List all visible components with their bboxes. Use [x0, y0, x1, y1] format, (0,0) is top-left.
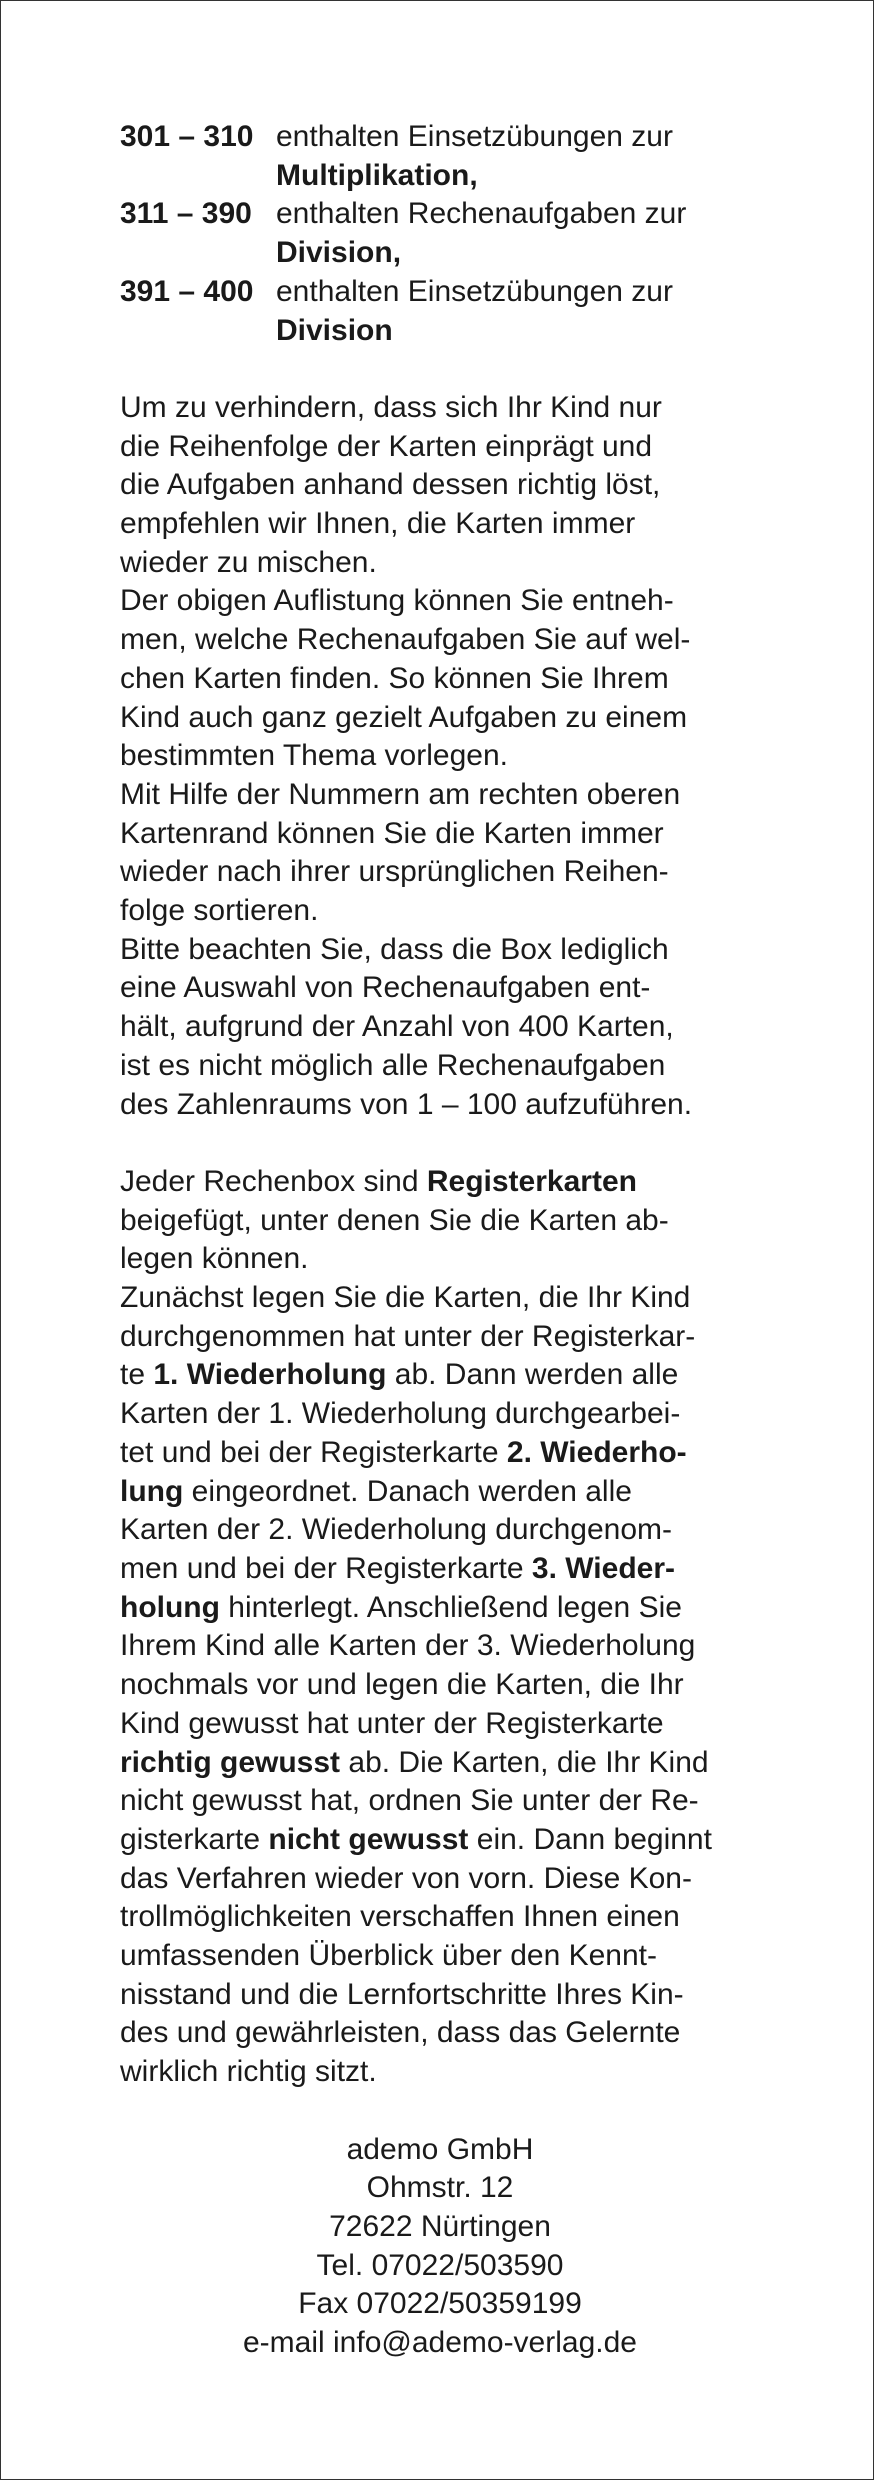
- text-line: des Zahlenraums von 1 – 100 aufzuführen.: [120, 1087, 693, 1121]
- text-run: nochmals vor und legen die Karten, die Ihr: [120, 1668, 684, 1702]
- bold-term: holung: [120, 1590, 220, 1624]
- phone-number: Tel. 07022/503590: [316, 2248, 564, 2282]
- text-line: men, welche Rechenaufgaben Sie auf wel-: [120, 623, 691, 657]
- bold-term: lung: [120, 1474, 184, 1508]
- card-range-number: 391 – 400: [120, 274, 254, 308]
- text-line: Mit Hilfe der Nummern am rechten oberen: [120, 777, 681, 811]
- text-line: [120, 1511, 770, 1550]
- text-line: Kind auch ganz gezielt Aufgaben zu einem: [120, 700, 688, 734]
- text-line: [120, 1473, 770, 1512]
- text-run: Jeder Rechenbox sind: [120, 1164, 427, 1198]
- text-run: legen können.: [120, 1242, 309, 1276]
- card-range-description: [276, 118, 770, 195]
- postal-city: 72622 Nürtingen: [329, 2209, 551, 2243]
- text-line: [120, 1627, 770, 1666]
- text-run: nisstand und die Lernfortschritte Ihres Kin-: [120, 1977, 684, 2011]
- fax-number: Fax 07022/50359199: [298, 2287, 582, 2321]
- bold-term: 2. Wiederho-: [506, 1435, 687, 1469]
- card-range-description: [276, 273, 770, 350]
- text-line: die Aufgaben anhand dessen richtig löst,: [120, 468, 661, 502]
- text-line: [120, 1589, 770, 1628]
- card-range-topic: Multiplikation,: [276, 158, 478, 192]
- text-line: [120, 1705, 770, 1744]
- text-line: eine Auswahl von Rechenaufgaben ent-: [120, 971, 651, 1005]
- text-run: des und gewährleisten, dass das Gelernte: [120, 2016, 681, 2050]
- text-line: [120, 1395, 770, 1434]
- text-line: [120, 2014, 770, 2053]
- text-line: [120, 1821, 770, 1860]
- bold-term: 1. Wiederholung: [153, 1358, 387, 1392]
- text-run: Ihrem Kind alle Karten der 3. Wiederholung: [120, 1629, 696, 1663]
- text-line: ist es nicht möglich alle Rechenaufgaben: [120, 1048, 666, 1082]
- register-card-paragraph: [120, 1163, 770, 2092]
- text-run: umfassenden Überblick über den Kennt-: [120, 1939, 657, 1973]
- card-range-description: [276, 195, 770, 272]
- text-run: eingeordnet. Danach werden alle: [183, 1474, 632, 1508]
- text-run: gisterkarte: [120, 1822, 269, 1856]
- text-line: [120, 1279, 770, 1318]
- text-line: Um zu verhindern, dass sich Ihr Kind nur: [120, 390, 662, 424]
- text-run: wirklich richtig sitzt.: [120, 2055, 377, 2089]
- text-line: wieder nach ihrer ursprünglichen Reihen-: [120, 855, 669, 889]
- text-line: empfehlen wir Ihnen, die Karten immer: [120, 507, 636, 541]
- publisher-address: [120, 2131, 760, 2363]
- card-range-text: enthalten Einsetzübungen zur: [276, 274, 673, 308]
- text-line: die Reihenfolge der Karten einprägt und: [120, 429, 653, 463]
- text-run: ein. Dann beginnt: [468, 1822, 712, 1856]
- company-name: ademo GmbH: [346, 2132, 534, 2166]
- bold-term: nicht gewusst: [268, 1822, 469, 1856]
- text-run: te: [120, 1358, 154, 1392]
- bold-term: Registerkarten: [426, 1164, 637, 1198]
- card-range-text: enthalten Einsetzübungen zur: [276, 120, 673, 153]
- text-line: [120, 2053, 770, 2092]
- text-line: [120, 1782, 770, 1821]
- text-line: [120, 1898, 770, 1937]
- text-run: das Verfahren wieder von vorn. Diese Kon-: [120, 1861, 692, 1895]
- text-run: ab. Dann werden alle: [386, 1358, 679, 1392]
- card-range-topic: Division: [276, 313, 393, 347]
- bold-term: 3. Wieder-: [531, 1551, 675, 1585]
- card-range-number: 301 – 310: [120, 120, 254, 153]
- document-body: [120, 118, 770, 2363]
- bold-term: richtig gewusst: [120, 1745, 341, 1779]
- card-range-topic: Division,: [276, 236, 402, 270]
- text-line: [120, 1666, 770, 1705]
- text-line: Kartenrand können Sie die Karten immer: [120, 816, 664, 850]
- text-run: Karten der 2. Wiederholung durchgenom-: [120, 1513, 672, 1547]
- text-line: Der obigen Auflistung können Sie entneh-: [120, 584, 674, 618]
- text-line: chen Karten finden. So können Sie Ihrem: [120, 661, 669, 695]
- text-line: [120, 1318, 770, 1357]
- text-line: [120, 1240, 770, 1279]
- text-run: Zunächst legen Sie die Karten, die Ihr Kind: [120, 1281, 691, 1315]
- text-run: tet und bei der Registerkarte: [120, 1435, 507, 1469]
- text-line: [120, 1202, 770, 1241]
- text-line: [120, 1163, 770, 1202]
- text-line: hält, aufgrund der Anzahl von 400 Karten,: [120, 1010, 674, 1044]
- text-run: trollmöglichkeiten verschaffen Ihnen einen: [120, 1900, 680, 1934]
- text-run: Kind gewusst hat unter der Registerkarte: [120, 1706, 664, 1740]
- text-run: hinterlegt. Anschließend legen Sie: [219, 1590, 682, 1624]
- card-range-item: [120, 273, 770, 350]
- text-run: durchgenommen hat unter der Registerkar-: [120, 1319, 696, 1353]
- text-line: bestimmten Thema vorlegen.: [120, 739, 508, 773]
- text-run: ab. Die Karten, die Ihr Kind: [340, 1745, 709, 1779]
- text-line: Bitte beachten Sie, dass die Box lediglich: [120, 932, 669, 966]
- info-paragraph: [120, 389, 770, 1124]
- card-range-list: [120, 118, 770, 350]
- card-range-item: [120, 118, 770, 195]
- text-run: beigefügt, unter denen Sie die Karten ab-: [120, 1203, 669, 1237]
- card-range-text: enthalten Rechenaufgaben zur: [276, 197, 687, 231]
- text-line: [120, 1976, 770, 2015]
- street-address: Ohmstr. 12: [366, 2171, 514, 2205]
- text-run: Karten der 1. Wiederholung durchgearbei-: [120, 1397, 681, 1431]
- text-line: [120, 1550, 770, 1589]
- email-address: e-mail info@ademo-verlag.de: [243, 2326, 637, 2360]
- card-range-number: 311 – 390: [120, 197, 252, 231]
- text-line: [120, 1860, 770, 1899]
- text-run: men und bei der Registerkarte: [120, 1551, 532, 1585]
- card-range-item: [120, 195, 770, 272]
- text-line: [120, 1744, 770, 1783]
- text-run: nicht gewusst hat, ordnen Sie unter der Re-: [120, 1784, 699, 1818]
- text-line: [120, 1434, 770, 1473]
- text-line: [120, 1937, 770, 1976]
- text-line: folge sortieren.: [120, 894, 319, 928]
- text-line: wieder zu mischen.: [120, 545, 377, 579]
- text-line: [120, 1356, 770, 1395]
